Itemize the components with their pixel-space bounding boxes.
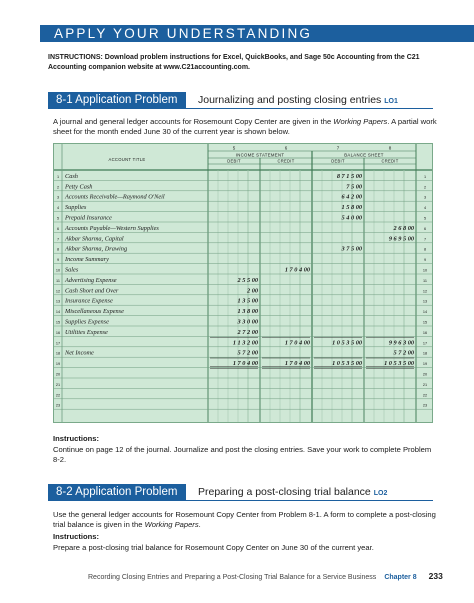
problem-8-2-header	[48, 484, 433, 501]
problem-8-1-header	[48, 92, 433, 109]
footer-text: Recording Closing Entries and Preparing a Post-Closing Trial Balance for a Service Business	[88, 574, 377, 581]
p1-text-a: A journal and general ledger accounts for Rosemount Copy Center are given in the	[53, 117, 334, 126]
row-number-right-12: 12	[422, 289, 428, 294]
account-title-18: Net Income	[65, 349, 94, 357]
row-number-right-9: 9	[423, 258, 427, 263]
amount-bs-credit-7: 9 6 9 5 00	[388, 235, 414, 243]
row-number-left-18: 18	[55, 351, 61, 356]
row-number-left-19: 19	[55, 362, 61, 367]
col-number-6: 6	[284, 145, 288, 151]
amount-bs-debit-5: 5 4 0 00	[341, 214, 362, 222]
problem-8-1-instructions-heading: Instructions:	[53, 434, 99, 443]
p1-text-b: . A partial work sheet for the month ended June 30 of the current year is shown below.	[53, 117, 437, 136]
row-number-left-10: 10	[55, 268, 61, 273]
account-title-header: ACCOUNT TITLE	[108, 157, 146, 162]
account-title-8: Akbar Sharma, Drawing	[65, 245, 128, 253]
row-number-left-21: 21	[55, 382, 61, 387]
amount-bs-credit-6: 2 6 8 00	[393, 224, 414, 232]
row-number-left-9: 9	[56, 258, 60, 263]
row-number-right-3: 3	[423, 195, 427, 200]
problem-8-2-subtitle-text: Preparing a post-closing trial balance	[198, 486, 371, 498]
amount-bs-credit-17: 9 9 6 3 00	[388, 339, 414, 347]
amount-is-debit-13: 1 3 5 00	[237, 297, 258, 305]
amount-bs-debit-3: 6 4 2 00	[341, 193, 362, 201]
row-number-right-8: 8	[423, 247, 427, 252]
row-number-right-2: 2	[423, 185, 427, 190]
amount-bs-debit-19: 1 0 5 3 5 00	[332, 360, 362, 368]
row-number-right-21: 21	[422, 382, 428, 387]
row-number-right-18: 18	[422, 351, 428, 356]
amount-is-debit-15: 3 3 0 00	[237, 318, 258, 326]
section-title: APPLY YOUR UNDERSTANDING	[54, 26, 313, 41]
problem-8-1-subtitle-text: Journalizing and posting closing entries	[198, 94, 382, 106]
p2-text-italic: Working Papers	[144, 519, 199, 529]
problem-8-2-instructions: Prepare a post-closing trial balance for Rosemount Copy Center on June 30 of the current year.	[53, 543, 374, 552]
row-number-left-20: 20	[55, 372, 61, 377]
row-number-left-13: 13	[55, 299, 61, 304]
sub-header-debit-3: DEBIT	[331, 158, 345, 164]
account-title-6: Accounts Payable—Western Supplies	[65, 224, 159, 232]
account-title-15: Supplies Expense	[65, 318, 109, 326]
problem-8-2-lo: LO2	[373, 490, 388, 497]
row-number-right-1: 1	[423, 174, 427, 179]
amount-is-debit-19: 1 7 0 4 00	[232, 360, 258, 368]
balance-sheet-header: BALANCE SHEET	[344, 152, 384, 158]
account-title-10: Sales	[65, 266, 79, 274]
problem-8-2-description	[53, 510, 437, 529]
problem-8-2-label: 8-2 Application Problem	[56, 486, 178, 498]
row-number-right-23: 23	[422, 403, 428, 408]
account-title-1: Cash	[65, 172, 78, 180]
row-number-left-2: 2	[56, 185, 60, 190]
footer-chapter: Chapter 8	[384, 574, 417, 581]
p1-text-italic: Working Papers	[333, 117, 388, 126]
partial-work-sheet	[53, 143, 433, 423]
row-number-left-8: 8	[56, 247, 60, 252]
amount-is-credit-17: 1 7 0 4 00	[284, 339, 310, 347]
row-number-left-15: 15	[55, 320, 61, 325]
amount-bs-debit-8: 3 7 5 00	[341, 245, 362, 253]
row-number-left-23: 23	[55, 403, 61, 408]
account-title-3: Accounts Receivable—Raymond O'Neil	[65, 193, 165, 201]
amount-bs-credit-18: 5 7 2 00	[393, 349, 414, 357]
account-title-4: Supplies	[65, 204, 87, 212]
sub-header-debit-1: DEBIT	[227, 158, 241, 164]
amount-bs-debit-17: 1 0 5 3 5 00	[332, 339, 362, 347]
row-number-right-15: 15	[422, 320, 428, 325]
amount-is-debit-14: 1 3 8 00	[237, 308, 258, 316]
row-number-right-11: 11	[423, 278, 427, 283]
sub-header-credit-4: CREDIT	[381, 158, 399, 164]
row-number-left-14: 14	[55, 310, 61, 315]
account-title-2: Petty Cash	[65, 183, 93, 191]
amount-bs-debit-4: 1 5 8 00	[341, 204, 362, 212]
row-number-right-19: 19	[422, 362, 428, 367]
amount-is-debit-16: 2 7 2 00	[237, 328, 258, 336]
account-title-9: Income Summary	[65, 256, 109, 264]
row-number-right-17: 17	[422, 341, 428, 346]
amount-is-credit-10: 1 7 0 4 00	[284, 266, 310, 274]
row-number-left-22: 22	[55, 393, 61, 398]
problem-8-1-instructions: Continue on page 12 of the journal. Journalize and post the closing entries. Save your work to complete Problem 8-2.	[53, 445, 432, 464]
row-number-left-4: 4	[56, 206, 60, 211]
row-number-left-7: 7	[56, 237, 60, 242]
account-title-5: Prepaid Insurance	[65, 214, 112, 222]
row-number-right-10: 10	[422, 268, 428, 273]
row-number-left-6: 6	[56, 226, 60, 231]
p2-text-a: Use the general ledger accounts for Rosemount Copy Center from Problem 8-1. A form to complete a post-closing trial balance is given in the	[53, 510, 436, 529]
row-number-left-12: 12	[55, 289, 61, 294]
download-instructions: INSTRUCTIONS: Download problem instructions for Excel, QuickBooks, and Sage 50c Accounting from the C21 Accounting companion website at www.C21accounting.com.	[48, 54, 420, 71]
row-number-right-4: 4	[423, 206, 427, 211]
row-number-right-20: 20	[422, 372, 428, 377]
amount-bs-credit-19: 1 0 5 3 5 00	[384, 360, 414, 368]
row-number-left-17: 17	[55, 341, 61, 346]
col-number-7: 7	[336, 145, 340, 151]
amount-is-debit-12: 2 00	[246, 287, 258, 295]
account-title-7: Akbar Sharma, Capital	[65, 235, 124, 243]
problem-8-1-subtitle	[198, 94, 398, 106]
problem-8-1-label: 8-1 Application Problem	[56, 94, 178, 106]
section-banner	[40, 25, 474, 42]
sub-header-credit-2: CREDIT	[277, 158, 295, 164]
account-title-13: Insurance Expense	[65, 297, 113, 305]
problem-8-1-lo: LO1	[384, 98, 398, 105]
row-number-right-16: 16	[422, 330, 428, 335]
page-footer	[88, 571, 443, 581]
row-number-left-11: 11	[56, 278, 60, 283]
row-number-right-6: 6	[423, 226, 427, 231]
problem-8-1-description	[53, 117, 437, 136]
row-number-right-22: 22	[422, 393, 428, 398]
amount-bs-debit-1: 8 7 1 5 00	[336, 172, 362, 180]
row-number-right-7: 7	[423, 237, 427, 242]
row-number-right-14: 14	[422, 310, 428, 315]
problem-8-2-instructions-heading: Instructions:	[53, 532, 99, 541]
row-number-left-16: 16	[55, 330, 61, 335]
amount-is-credit-19: 1 7 0 4 00	[284, 360, 310, 368]
problem-8-2-tab	[48, 484, 186, 501]
row-number-left-1: 1	[56, 174, 60, 179]
page-number: 233	[428, 571, 443, 581]
amount-is-debit-11: 2 5 5 00	[237, 276, 258, 284]
p2-text-b: .	[198, 519, 201, 529]
row-number-right-13: 13	[422, 299, 428, 304]
amount-is-debit-17: 1 1 3 2 00	[232, 339, 258, 347]
problem-8-2-subtitle	[198, 486, 387, 498]
account-title-14: Miscellaneous Expense	[65, 308, 124, 316]
income-statement-header: INCOME STATEMENT	[235, 152, 285, 158]
problem-8-1-tab	[48, 92, 186, 109]
col-number-8: 8	[388, 145, 392, 151]
account-title-11: Advertising Expense	[65, 276, 117, 284]
account-title-16: Utilities Expense	[65, 328, 108, 336]
col-number-5: 5	[232, 145, 236, 151]
row-number-right-5: 5	[423, 216, 427, 221]
amount-is-debit-18: 5 7 2 00	[237, 349, 258, 357]
row-number-left-3: 3	[56, 195, 60, 200]
account-title-12: Cash Short and Over	[65, 287, 119, 295]
amount-bs-debit-2: 7 5 00	[346, 183, 362, 191]
row-number-left-5: 5	[56, 216, 60, 221]
work-sheet-grid	[54, 144, 433, 423]
